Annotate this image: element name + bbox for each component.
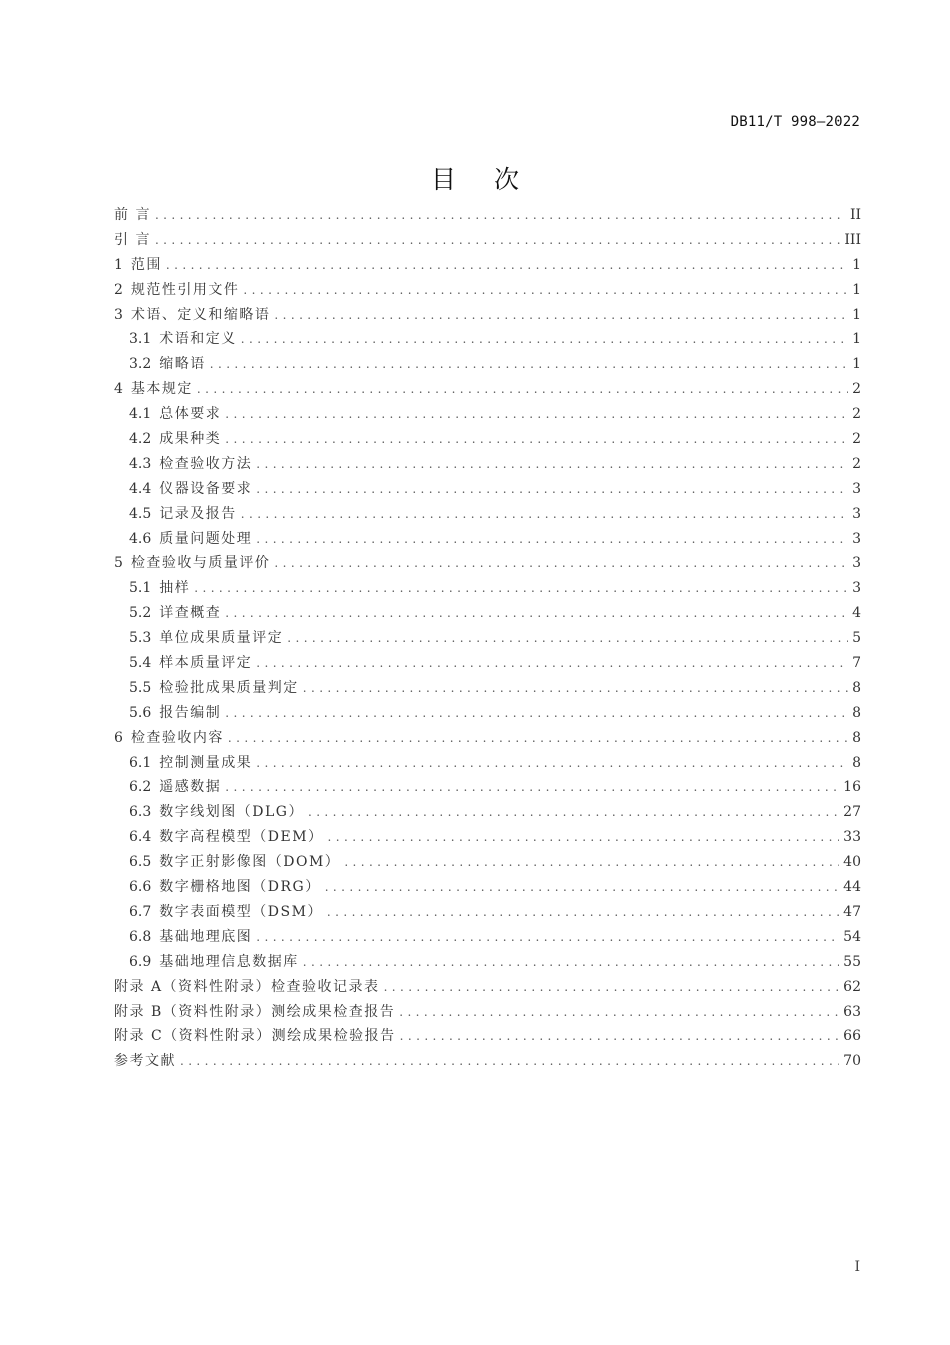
dot-leader [241, 327, 848, 352]
toc-entry-label: 质量问题处理 [159, 530, 253, 547]
toc-entry-number: 5.1 [129, 580, 152, 597]
toc-entry[interactable] [114, 502, 861, 527]
dot-leader [328, 825, 840, 850]
toc-entry-label: 数字高程模型（DEM） [159, 829, 324, 846]
toc-entry-label: 附录 C（资料性附录）测绘成果检验报告 [114, 1028, 396, 1045]
toc-entry[interactable] [114, 751, 861, 776]
toc-entry-number: 6.2 [129, 779, 152, 796]
toc-entry[interactable] [114, 527, 861, 552]
toc-entry[interactable] [114, 601, 861, 626]
toc-entry-page: II [849, 207, 861, 223]
toc-entry-label: 检查验收内容 [130, 729, 224, 746]
toc-entry-page: 8 [852, 754, 861, 771]
toc-entry[interactable] [114, 726, 861, 751]
toc-entry-page: 40 [843, 854, 861, 871]
toc-entry-page: 27 [843, 804, 861, 821]
dot-leader [303, 950, 839, 975]
dot-leader [274, 303, 848, 328]
toc-entry-label: 样本质量评定 [159, 655, 253, 672]
toc-entry-page: 8 [852, 679, 861, 696]
dot-leader [197, 377, 848, 402]
toc-entry-page: 2 [852, 431, 861, 448]
toc-entry-label: 检查验收方法 [159, 455, 253, 472]
dot-leader [225, 427, 848, 452]
toc-entry-number: 4.1 [129, 406, 152, 423]
toc-entry-number: 4.5 [129, 505, 152, 522]
toc-entry[interactable] [114, 352, 861, 377]
toc-entry[interactable] [114, 825, 861, 850]
dot-leader [225, 402, 848, 427]
toc-entry-page: 33 [843, 829, 861, 846]
toc-entry-page: 3 [852, 580, 861, 597]
dot-leader [241, 502, 848, 527]
toc-entry[interactable] [114, 452, 861, 477]
toc-entry-number: 5.5 [129, 679, 152, 696]
toc-entry-page: 5 [852, 630, 861, 647]
toc-entry-number: 6.8 [129, 928, 152, 945]
toc-entry-number: 5.6 [129, 704, 152, 721]
dot-leader [166, 253, 848, 278]
toc-entry-page: 62 [843, 978, 861, 995]
toc-entry-number: 5.4 [129, 655, 152, 672]
toc-entry-label: 附录 A（资料性附录）检查验收记录表 [114, 978, 380, 995]
toc-entry-page: 66 [843, 1028, 861, 1045]
toc-entry-number: 6.7 [129, 903, 152, 920]
toc-entry-page: 1 [852, 356, 861, 373]
toc-entry-page: III [844, 231, 861, 248]
toc-entry[interactable] [114, 402, 861, 427]
dot-leader [225, 601, 848, 626]
toc-entry[interactable] [114, 203, 861, 228]
toc-entry[interactable] [114, 850, 861, 875]
dot-leader [308, 800, 839, 825]
toc-entry-label: 范围 [130, 256, 162, 273]
toc-entry-page: 3 [852, 530, 861, 547]
toc-entry-number: 4.2 [129, 431, 152, 448]
dot-leader [256, 452, 848, 477]
dot-leader [399, 1000, 839, 1025]
toc-entry-page: 1 [852, 331, 861, 348]
toc-entry-page: 2 [852, 406, 861, 423]
toc-entry-label: 数字线划图（DLG） [159, 804, 304, 821]
toc-entry[interactable] [114, 427, 861, 452]
toc-entry-label: 参考文献 [114, 1053, 176, 1070]
toc-entry-number: 5.2 [129, 605, 152, 622]
toc-entry[interactable] [114, 303, 861, 328]
toc-entry[interactable] [114, 228, 861, 253]
toc-entry-page: 3 [852, 555, 861, 572]
toc-entry-page: 70 [843, 1053, 861, 1070]
toc-entry[interactable] [114, 975, 861, 1000]
dot-leader [155, 203, 846, 228]
toc-entry-page: 54 [843, 928, 861, 945]
toc-entry-label: 单位成果质量评定 [159, 630, 284, 647]
toc-entry-page: 1 [852, 256, 861, 273]
toc-entry[interactable] [114, 477, 861, 502]
toc-entry[interactable] [114, 701, 861, 726]
toc-entry-page: 1 [852, 306, 861, 323]
toc-entry-number: 2 [114, 281, 123, 298]
toc-entry-number: 6.9 [129, 953, 152, 970]
toc-entry-number: 5.3 [129, 630, 152, 647]
toc-entry[interactable] [114, 950, 861, 975]
toc-entry-label: 检验批成果质量判定 [159, 679, 299, 696]
dot-leader [325, 875, 839, 900]
toc-entry-page: 3 [852, 505, 861, 522]
dot-leader [256, 477, 848, 502]
toc-entry[interactable] [114, 1000, 861, 1025]
toc-entry-page: 3 [852, 480, 861, 497]
toc-entry-label: 报告编制 [159, 704, 222, 721]
toc-entry-number: 6.3 [129, 804, 152, 821]
toc-entry-page: 47 [843, 903, 861, 920]
dot-leader [194, 576, 848, 601]
dot-leader [243, 278, 848, 303]
dot-leader [155, 228, 840, 253]
dot-leader [228, 726, 848, 751]
toc-entry-number: 4.3 [129, 455, 152, 472]
dot-leader [287, 626, 848, 651]
toc-entry-label: 成果种类 [159, 431, 222, 448]
toc-entry-label: 基础地理信息数据库 [159, 953, 299, 970]
toc-entry-label: 术语、定义和缩略语 [130, 306, 271, 323]
dot-leader [256, 527, 848, 552]
toc-entry-label: 基本规定 [130, 381, 193, 398]
dot-leader [303, 676, 848, 701]
toc-entry-page: 8 [852, 729, 861, 746]
toc-entry-number: 5 [114, 555, 123, 572]
dot-leader [225, 775, 839, 800]
toc-entry[interactable] [114, 278, 861, 303]
toc-entry-label: 附录 B（资料性附录）测绘成果检查报告 [114, 1003, 396, 1020]
toc-entry[interactable] [114, 651, 861, 676]
dot-leader [180, 1049, 839, 1074]
toc-entry-label: 基础地理底图 [159, 928, 253, 945]
toc-entry-number: 3 [114, 306, 123, 323]
toc-entry[interactable] [114, 377, 861, 402]
dot-leader [256, 651, 848, 676]
toc-entry-number: 1 [114, 256, 123, 273]
toc-entry-number: 3.2 [129, 356, 152, 373]
toc-entry-label: 术语和定义 [159, 331, 237, 348]
toc-entry-number: 6 [114, 729, 123, 746]
toc-entry-page: 2 [852, 455, 861, 472]
toc-title: 目次 [430, 165, 557, 194]
toc-entry-number: 6.4 [129, 829, 152, 846]
toc-entry-label: 遥感数据 [159, 779, 222, 796]
toc-entry-label: 引 言 [114, 231, 151, 248]
toc-entry-number: 3.1 [129, 331, 152, 348]
toc-entry-page: 8 [852, 704, 861, 721]
toc-entry-number: 6.5 [129, 854, 152, 871]
toc-entry-label: 仪器设备要求 [159, 480, 253, 497]
toc-entry[interactable] [114, 1024, 861, 1049]
toc-entry[interactable] [114, 551, 861, 576]
toc-entry-label: 检查验收与质量评价 [130, 555, 271, 572]
dot-leader [274, 551, 848, 576]
toc-entry-page: 2 [852, 381, 861, 398]
toc-entry[interactable] [114, 925, 861, 950]
dot-leader [256, 751, 848, 776]
dot-leader [400, 1024, 840, 1049]
standard-code: DB11/T 998—2022 [730, 114, 860, 130]
dot-leader [344, 850, 839, 875]
toc-entry[interactable] [114, 576, 861, 601]
toc-entry-number: 6.1 [129, 754, 152, 771]
toc-entry[interactable] [114, 875, 861, 900]
toc-entry-page: 55 [843, 953, 861, 970]
dot-leader [327, 900, 839, 925]
toc-entry-page: 63 [843, 1003, 861, 1020]
toc-entry[interactable] [114, 327, 861, 352]
toc-entry-number: 4.6 [129, 530, 152, 547]
toc-entry[interactable] [114, 800, 861, 825]
toc-entry-label: 缩略语 [159, 356, 206, 373]
toc-entry[interactable] [114, 626, 861, 651]
toc-entry-label: 记录及报告 [159, 505, 237, 522]
toc-entry-page: 7 [852, 655, 861, 672]
dot-leader [256, 925, 839, 950]
toc-entry-page: 16 [843, 779, 861, 796]
toc-entry[interactable] [114, 900, 861, 925]
dot-leader [210, 352, 848, 377]
toc-entry[interactable] [114, 1049, 861, 1074]
toc-entry[interactable] [114, 676, 861, 701]
toc-entry-number: 4 [114, 381, 123, 398]
dot-leader [225, 701, 848, 726]
toc-entry-number: 4.4 [129, 480, 152, 497]
toc-entry-label: 数字表面模型（DSM） [159, 903, 323, 920]
toc-entry[interactable] [114, 253, 861, 278]
toc-entry-label: 前 言 [114, 207, 151, 223]
page-number: I [854, 1259, 860, 1275]
toc-entry-number: 6.6 [129, 879, 152, 896]
toc-entry-page: 4 [852, 605, 861, 622]
toc-entry-label: 抽样 [159, 580, 191, 597]
toc-entry-label: 数字栅格地图（DRG） [159, 879, 321, 896]
dot-leader [384, 975, 840, 1000]
toc-entry-page: 1 [852, 281, 861, 298]
toc-entry-label: 规范性引用文件 [130, 281, 240, 298]
toc-entry-label: 数字正射影像图（DOM） [159, 854, 341, 871]
toc-entry-label: 控制测量成果 [159, 754, 253, 771]
toc-entry-label: 总体要求 [159, 406, 222, 423]
toc-entry-label: 详查概查 [159, 605, 222, 622]
toc-entry-page: 44 [843, 879, 861, 896]
table-of-contents [114, 203, 861, 1074]
toc-entry[interactable] [114, 775, 861, 800]
